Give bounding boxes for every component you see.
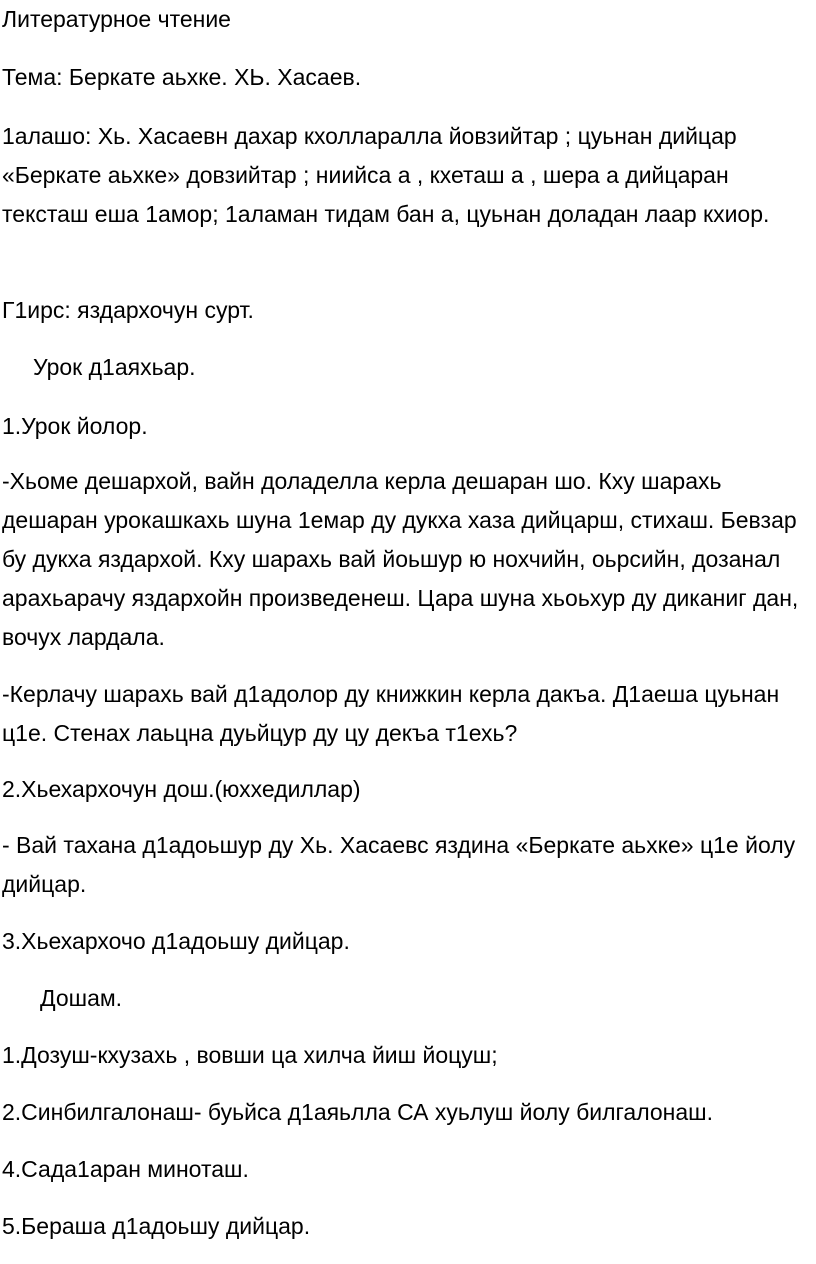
list-item: 2.Синбилгалонаш- буьйса д1аяьлла СА хуьлуш йолу билгалонаш.: [2, 1099, 714, 1125]
step1-text2: -Керлачу шарахь вай д1адолор ду книжкин керла дакъа. Д1аеша цуьнан ц1е. Стенах лаьцна дуьйцур ду цу декъа т1ехь?: [2, 681, 780, 746]
step2-text: - Вай тахана д1адоьшур ду Хь. Хасаевс яздина «Беркате аьхке» ц1е йолу дийцар.: [2, 832, 796, 897]
step1-title: 1.Урок йолор.: [2, 413, 148, 439]
step1-text: -Хьоме дешархой, вайн доладелла керла дешаран шо. Кху шарахь дешаран урокашкахь шуна 1емар ду дукха хаза дийцарш, стихаш. Бевзар бу дукха яздархой. Кху шарахь вай йоьшур ю нохчийн, оьрсийн, дозанал арахьарачу яздархойн произведенеш. Цара шуна хьоьхур ду диканиг дан, вочух лардала.: [2, 468, 799, 650]
equipment-line: Г1ирс: яздархочун сурт.: [2, 297, 254, 323]
list-item: 5.Бераша д1адоьшу дийцар.: [2, 1213, 311, 1239]
topic-line: Тема: Беркате аьхке. ХЬ. Хасаев.: [2, 64, 362, 90]
list-item: 1.Дозуш-кхузахь , вовши ца хилча йиш йоцуш;: [2, 1042, 498, 1068]
goal-paragraph: 1алашо: Хь. Хасаевн дахар кхолларалла йовзийтар ; цуьнан дийцар «Беркате аьхке» довзийтар ; ниийса а , кхеташ а , шера а дийцаран тексташ еша 1амор; 1аламан тидам бан а, цуьнан доладан лаар кхиор.: [2, 123, 770, 227]
lesson-heading: Урок д1аяхьар.: [33, 354, 196, 380]
homework-heading: Дошам.: [40, 985, 123, 1011]
step2-title: 2.Хьехархочун дош.(юххедиллар): [2, 776, 361, 802]
list-item: 4.Сада1аран миноташ.: [2, 1156, 249, 1182]
subject-title: Литературное чтение: [2, 6, 231, 32]
step3-title: 3.Хьехархочо д1адоьшу дийцар.: [2, 928, 350, 954]
